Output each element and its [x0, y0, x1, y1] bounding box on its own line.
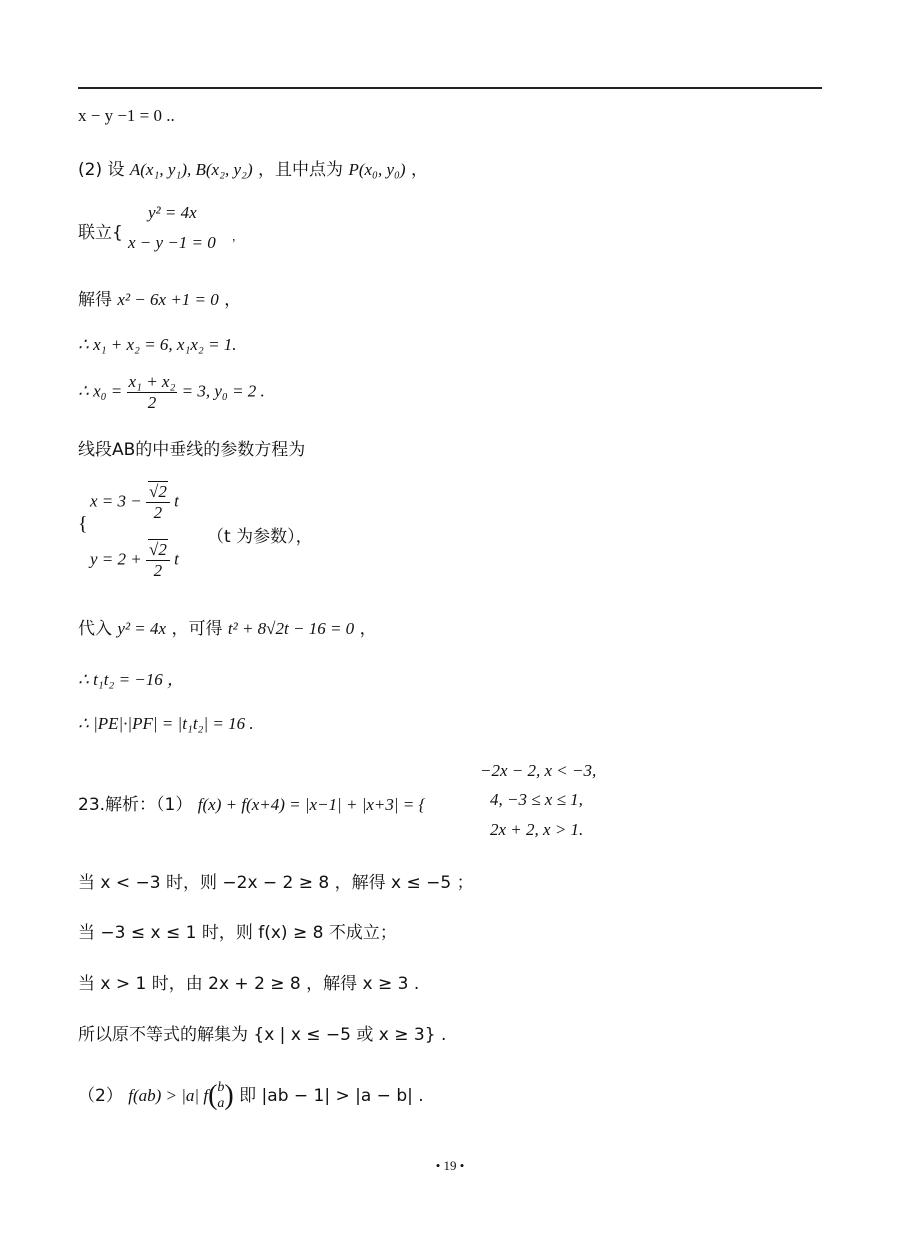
part-2-label-b: （2）: [78, 1086, 123, 1106]
solve-quadratic: [78, 285, 241, 310]
system-comma: ，: [232, 230, 243, 243]
solution-set: 所以原不等式的解集为 {x | x ≤ −5 或 x ≥ 3} .: [78, 1025, 447, 1045]
a-var: a: [217, 1096, 225, 1111]
piecewise-case-1: −2x − 2, x < −3,: [480, 761, 597, 780]
param-y-fraction: [146, 540, 170, 581]
parabola-eq: y² = 4x: [117, 619, 167, 638]
x0-label: ∴ x₀ =: [78, 381, 123, 401]
sqrt-2: √2: [149, 540, 167, 559]
perpendicular-bisector-text: 线段AB的中垂线的参数方程为: [78, 440, 306, 460]
param-eq-y: [90, 540, 179, 581]
case-x-gt-1: 当 x > 1 时，由 2x + 2 ≥ 8 ，解得 x ≥ 3 .: [78, 974, 420, 994]
vieta-line: ∴ x₁ + x₂ = 6, x₁x₂ = 1.: [78, 335, 237, 354]
case-x-lt-neg3: 当 x < −3 时，则 −2x − 2 ≥ 8 ，解得 x ≤ −5 ；: [78, 873, 474, 893]
comma: ，: [410, 160, 428, 180]
b-var: b: [217, 1080, 225, 1095]
param-t: t: [174, 491, 179, 511]
param-brace: {: [78, 513, 88, 535]
page-number: • 19 •: [435, 1158, 465, 1173]
fraction-numerator: [146, 540, 170, 561]
piecewise-case-3: 2x + 2, x > 1.: [490, 820, 584, 839]
q23-label: 23.解析：（1）: [78, 795, 193, 815]
part-2-inequality: [78, 1080, 424, 1112]
fraction-numerator: [146, 482, 170, 503]
param-x-prefix: x = 3 −: [90, 491, 142, 511]
fraction-denominator: 2: [147, 393, 157, 412]
sqrt-2: √2: [149, 482, 167, 501]
f-ab-inequality: f(ab) > |a| f: [128, 1086, 209, 1105]
part-2-intro: [78, 155, 428, 180]
system-label: 联立{: [78, 223, 123, 243]
param-x-fraction: [146, 482, 170, 523]
midpoint-line: [78, 372, 265, 413]
right-paren: ): [224, 1080, 234, 1111]
midpoint-fraction: [127, 372, 178, 413]
left-paren: (: [208, 1080, 218, 1111]
quadratic-eq: x² − 6x +1 = 0: [117, 290, 219, 309]
param-note: （t 为参数），: [207, 527, 313, 547]
obtain-label: ，可得: [171, 619, 223, 639]
q23-part1: [78, 790, 425, 815]
pe-pf-product-line: ∴ |PE|·|PF| = |t₁t₂| = 16 .: [78, 714, 254, 733]
substitute-line: [78, 614, 377, 639]
case-mid-interval: 当 −3 ≤ x ≤ 1 时，则 f(x) ≥ 8 不成立；: [78, 923, 397, 943]
midpoint-text: ，且中点为: [258, 160, 344, 180]
comma: ，: [224, 290, 242, 310]
param-y-prefix: y = 2 +: [90, 549, 142, 569]
param-t: t: [174, 549, 179, 569]
param-eq-x: [90, 482, 179, 523]
substitute-label: 代入: [78, 619, 112, 639]
system-eq-1: y² = 4x: [148, 203, 197, 222]
points-ab: A(x₁, y₁), B(x₂, y₂): [129, 160, 253, 179]
fraction-denominator: 2: [153, 561, 163, 580]
solve-label: 解得: [78, 290, 112, 310]
comma: ，: [359, 619, 377, 639]
piecewise-lhs: f(x) + f(x+4) = |x−1| + |x+3| = {: [197, 795, 426, 814]
equivalent-inequality: 即 |ab − 1| > |a − b| .: [239, 1086, 424, 1106]
equation-line-1: x − y −1 = 0 ..: [78, 106, 175, 125]
part-2-label: (2) 设: [78, 160, 125, 180]
t-product-line: ∴ t₁t₂ = −16 ，: [78, 670, 185, 689]
fraction-numerator: x₁ + x₂: [128, 372, 176, 391]
system-eq-2: x − y −1 = 0: [128, 233, 216, 252]
fraction-denominator: 2: [153, 503, 163, 522]
top-rule: [78, 87, 822, 89]
midpoint-values: = 3, y₀ = 2 .: [181, 381, 265, 401]
piecewise-case-2: 4, −3 ≤ x ≤ 1,: [490, 790, 583, 809]
point-p: P(x₀, y₀): [348, 160, 406, 179]
t-quadratic: t² + 8√2t − 16 = 0: [227, 619, 355, 638]
